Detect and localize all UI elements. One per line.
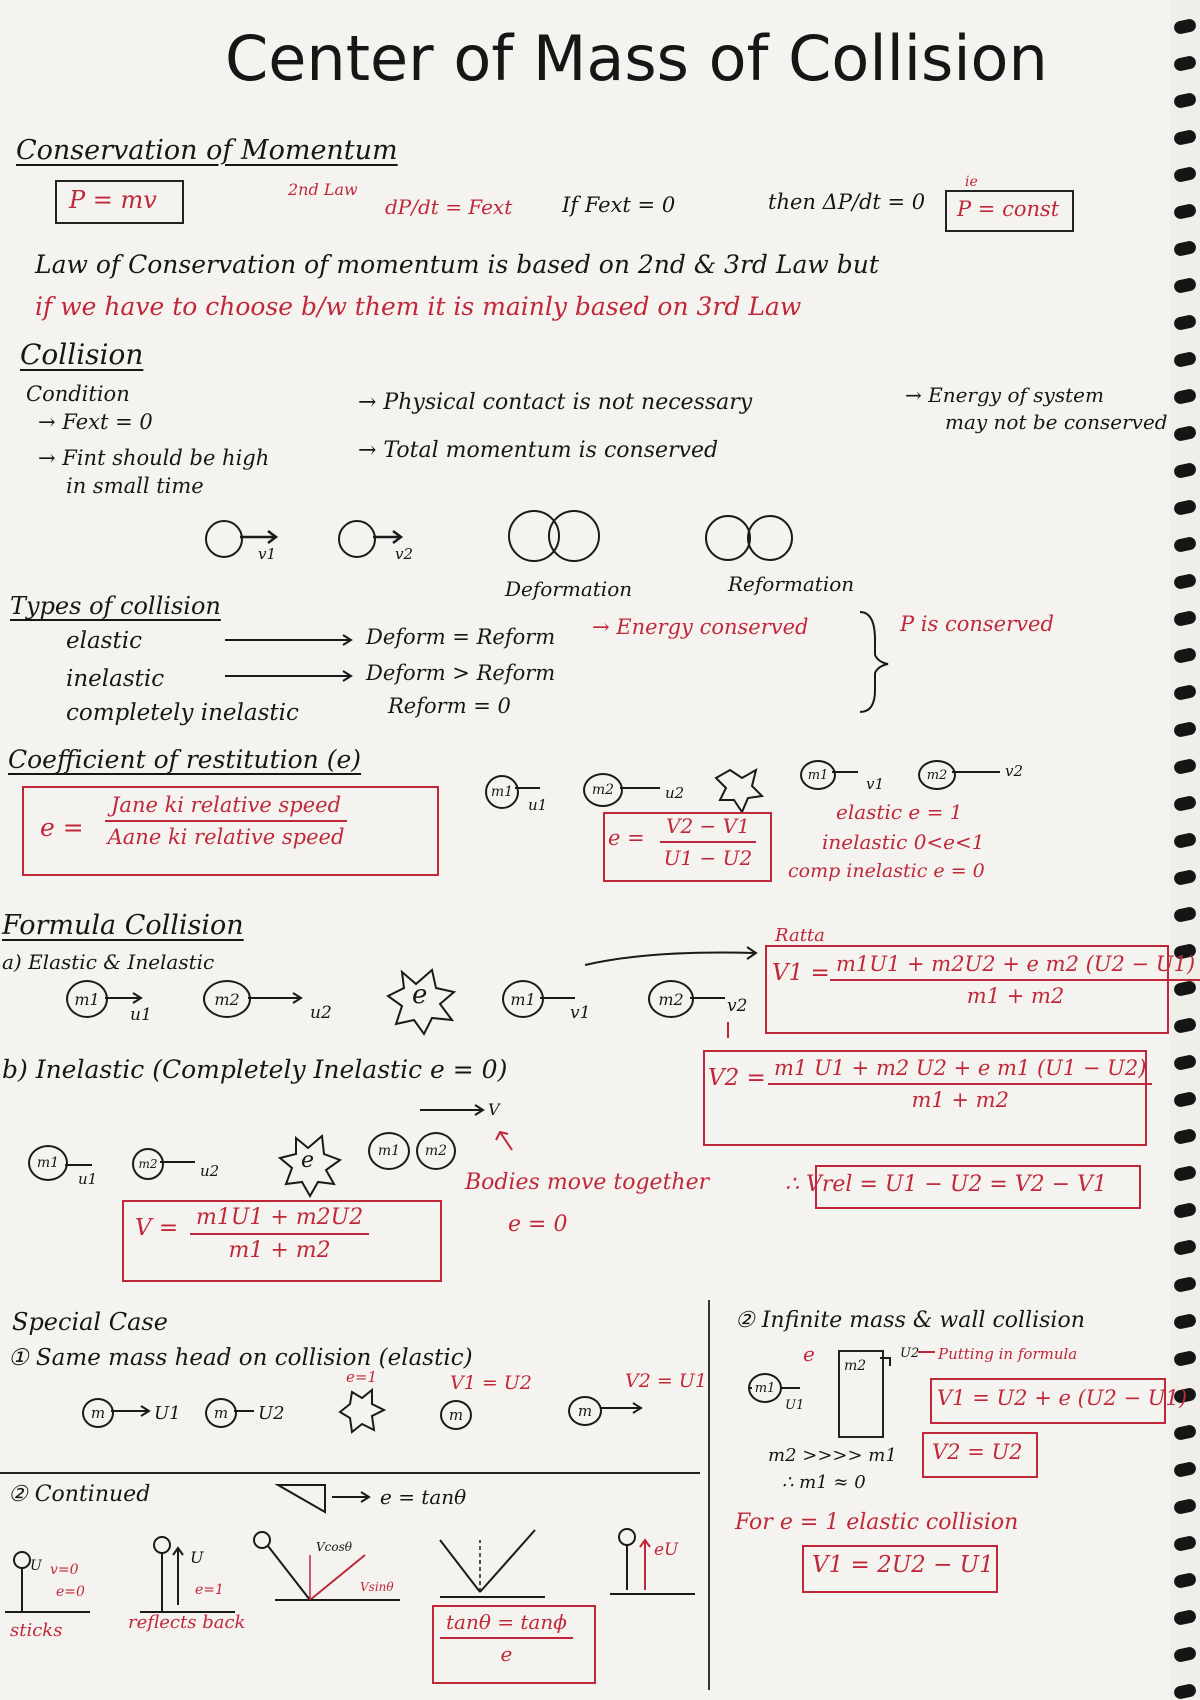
energy-note-2: may not be conserved <box>945 410 1168 434</box>
b-ball-combined-m2-label: m2 <box>424 1143 448 1159</box>
vsin-label: Vsinθ <box>360 1580 394 1594</box>
reflects-u: U <box>190 1548 204 1567</box>
restitution-numerator: Jane ki relative speed <box>105 793 347 822</box>
s-ball-3-label: m <box>448 1406 464 1424</box>
deformation-label: Deformation <box>505 577 633 601</box>
fext-zero-condition: If Fext = 0 <box>562 193 676 217</box>
formula-a-label: a) Elastic & Inelastic <box>2 950 215 974</box>
v-arrow-label: V <box>488 1100 500 1119</box>
momentum-heading: Conservation of Momentum <box>16 135 398 166</box>
v1-lhs: V1 = <box>772 960 830 986</box>
e-formula-denominator: U1 − U2 <box>663 846 753 870</box>
e-zero-note: e = 0 <box>508 1212 568 1237</box>
special-v1-u2: V1 = U2 <box>450 1372 532 1394</box>
b-u2: u2 <box>200 1162 220 1180</box>
sticks-u: U <box>30 1558 42 1574</box>
wall-u2: U2 <box>900 1346 920 1361</box>
r-ball-m2-label: m2 <box>591 782 615 798</box>
v2-numerator: m1 U1 + m2 U2 + e m1 (U1 − U2) <box>768 1056 1152 1085</box>
v2-lhs: V2 = <box>708 1065 766 1091</box>
sticks-v0: v=0 <box>50 1562 79 1578</box>
tan-fraction <box>440 1610 573 1666</box>
wall-u1: U1 <box>785 1398 805 1413</box>
special-v2-u1: V2 = U1 <box>625 1370 707 1392</box>
f-u1: u1 <box>130 1005 152 1025</box>
eu-label: eU <box>654 1540 679 1560</box>
type-elastic: elastic <box>66 628 142 654</box>
p-conserved-note: P is conserved <box>900 612 1054 636</box>
completely-inelastic-relation: Reform = 0 <box>388 694 511 718</box>
ratta-label: Ratta <box>775 925 825 946</box>
v1-final-formula: V1 = 2U2 − U1 <box>812 1552 994 1578</box>
f-ball-m2-label: m2 <box>214 989 240 1009</box>
s-ball-4-label: m <box>577 1402 593 1420</box>
v1-denominator: m1 + m2 <box>966 984 1065 1008</box>
v-lhs: V = <box>135 1215 179 1241</box>
e-tan-theta: e = tanθ <box>380 1485 467 1509</box>
continued-label: ② Continued <box>8 1482 151 1507</box>
page-title: Center of Mass of Collision <box>225 22 1048 95</box>
f-u2: u2 <box>310 1003 332 1023</box>
v-numerator: m1U1 + m2U2 <box>190 1205 369 1235</box>
special-case1: ① Same mass head on collision (elastic) <box>8 1345 473 1371</box>
type-inelastic: inelastic <box>66 666 165 692</box>
formula-b-label: b) Inelastic (Completely Inelastic e = 0) <box>2 1055 508 1084</box>
case-elastic: elastic e = 1 <box>836 800 963 824</box>
physical-contact-note: → Physical contact is not necessary <box>358 390 753 415</box>
wall-case-title: ② Infinite mass & wall collision <box>735 1308 1085 1333</box>
r-ball-m2-after-label: m2 <box>926 767 948 783</box>
s-ball-2-label: m <box>213 1404 229 1422</box>
collision-heading: Collision <box>20 338 144 371</box>
putting-in-formula: Putting in formula <box>938 1345 1078 1363</box>
total-momentum-note: → Total momentum is conserved <box>358 438 719 463</box>
b-e-symbol: e <box>301 1148 315 1173</box>
v-denominator: m1 + m2 <box>228 1238 331 1263</box>
tan-denominator: e <box>500 1642 513 1666</box>
vrel-formula: ∴ Vrel = U1 − U2 = V2 − V1 <box>785 1172 1107 1197</box>
mass-relation-2: ∴ m1 ≈ 0 <box>782 1472 866 1493</box>
inelastic-relation: Deform > Reform <box>366 661 556 685</box>
then-expression: then ΔP/dt = 0 <box>768 190 926 214</box>
elastic-relation: Deform = Reform <box>366 625 556 649</box>
mass-relation: m2 >>>> m1 <box>768 1445 897 1466</box>
bodies-move-together: Bodies move together <box>465 1170 710 1195</box>
ball-label-v2: v2 <box>395 545 414 563</box>
condition-fint: → Fint should be high <box>38 446 270 470</box>
energy-conserved-note: → Energy conserved <box>592 615 809 639</box>
s-ball-1-label: m <box>90 1404 106 1422</box>
dp-dt-expression: dP/dt = Fext <box>385 195 513 219</box>
v2-denominator: m1 + m2 <box>911 1088 1009 1112</box>
ball-label-v1: v1 <box>258 545 277 563</box>
energy-note: → Energy of system <box>905 383 1104 407</box>
vcos-label: Vcosθ <box>316 1540 352 1554</box>
f-ball-m2-after-label: m2 <box>658 989 684 1009</box>
f-ball-m1-after-label: m1 <box>510 989 536 1009</box>
condition-label: Condition <box>26 382 130 406</box>
wall-ball-m1-label: m1 <box>754 1380 776 1396</box>
r-v2: v2 <box>1005 762 1024 780</box>
ie-tag: ie <box>965 174 978 190</box>
sticks-e0: e=0 <box>56 1584 85 1600</box>
wall-e: e <box>803 1342 815 1366</box>
case-inelastic: inelastic 0<e<1 <box>822 830 985 854</box>
sticks-label: sticks <box>10 1620 63 1641</box>
case-completely-inelastic: comp inelastic e = 0 <box>788 860 985 882</box>
r-u1: u1 <box>528 796 548 814</box>
f-ball-m1-label: m1 <box>74 989 100 1009</box>
p-const: P = const <box>957 197 1060 221</box>
law-text-line2: if we have to choose b/w them it is mainly based on 3rd Law <box>35 292 802 321</box>
reflects-e1: e=1 <box>195 1582 224 1598</box>
wall-v1-formula: V1 = U2 + e (U2 − U1) <box>937 1386 1188 1410</box>
second-law-tag: 2nd Law <box>288 180 358 199</box>
law-text-line1: Law of Conservation of momentum is based on 2nd & 3rd Law but <box>35 250 879 279</box>
b-ball-m2-label: m2 <box>138 1157 158 1171</box>
restitution-heading: Coefficient of restitution (e) <box>8 745 362 774</box>
wall-m2: m2 <box>844 1358 867 1374</box>
f-v2: v2 <box>727 996 748 1016</box>
e-formula-label: e = <box>608 826 645 850</box>
restitution-e-label: e = <box>40 813 84 842</box>
condition-small-time: in small time <box>66 474 204 498</box>
e1-elastic-line: For e = 1 elastic collision <box>735 1510 1019 1535</box>
f-v1: v1 <box>570 1003 591 1023</box>
type-completely-inelastic: completely inelastic <box>66 700 299 726</box>
f-e-symbol: e <box>412 980 428 1010</box>
reformation-label: Reformation <box>728 572 855 596</box>
v1-numerator: m1U1 + m2U2 + e m2 (U2 − U1) <box>830 952 1200 981</box>
r-v1: v1 <box>866 775 885 793</box>
wall-v2-formula: V2 = U2 <box>932 1440 1023 1464</box>
formula-heading: Formula Collision <box>2 910 244 941</box>
types-heading: Types of collision <box>10 592 221 620</box>
b-ball-m1-label: m1 <box>36 1155 60 1171</box>
momentum-formula: P = mv <box>69 186 157 214</box>
r-u2: u2 <box>665 784 685 802</box>
r-ball-m1-label: m1 <box>490 784 514 800</box>
s-u2: U2 <box>258 1403 285 1424</box>
tan-numerator: tanθ = tanϕ <box>440 1610 573 1639</box>
condition-fext: → Fext = 0 <box>38 410 153 434</box>
r-ball-m1-after-label: m1 <box>807 767 829 783</box>
reflects-label: reflects back <box>128 1612 246 1633</box>
b-ball-combined-m1-label: m1 <box>377 1143 401 1159</box>
s-u1: U1 <box>154 1403 181 1424</box>
b-u1: u1 <box>78 1170 98 1188</box>
special-heading: Special Case <box>12 1308 168 1336</box>
restitution-denominator: Aane ki relative speed <box>107 825 345 849</box>
e-formula-numerator: V2 − V1 <box>660 814 756 843</box>
special-e1: e=1 <box>346 1368 377 1386</box>
